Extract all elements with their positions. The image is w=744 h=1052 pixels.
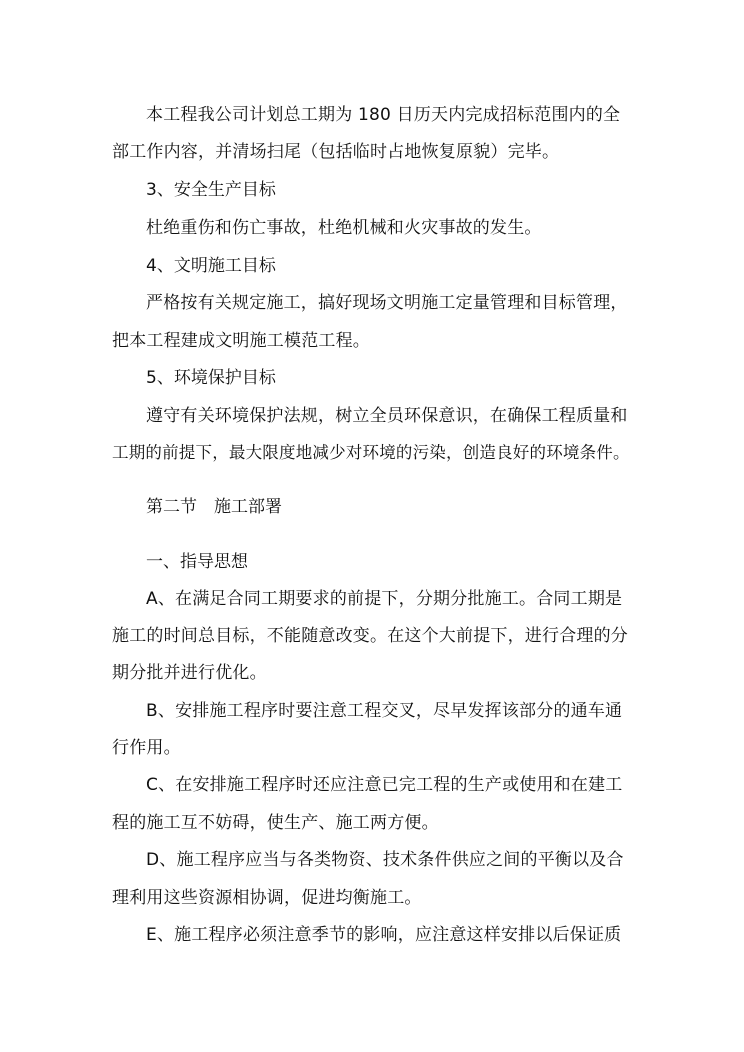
point-d-line-1: D、施工程序应当与各类物资、技术条件供应之间的平衡以及合: [146, 850, 624, 870]
point-c-line-2: 程的施工互不妨碍，使生产、施工两方便。: [112, 813, 439, 833]
item-3-heading: 3、安全生产目标: [146, 180, 276, 200]
point-a-line-1: A、在满足合同工期要求的前提下，分期分批施工。合同工期是: [146, 589, 623, 609]
item-4-line-1: 严格按有关规定施工，搞好现场文明施工定量管理和目标管理，: [146, 293, 628, 313]
item-4-line-2: 把本工程建成文明施工模范工程。: [112, 331, 370, 351]
point-c-line-1: C、在安排施工程序时还应注意已完工程的生产或使用和在建工: [146, 775, 623, 795]
subsection-title: 一、指导思想: [146, 552, 248, 572]
item-5-heading: 5、环境保护目标: [146, 368, 276, 388]
point-b-line-1: B、安排施工程序时要注意工程交叉，尽早发挥该部分的通车通: [146, 701, 623, 721]
item-5-line-2: 工期的前提下，最大限度地减少对环境的污染，创造良好的环境条件。: [112, 443, 630, 462]
paragraph-1-line-1: 本工程我公司计划总工期为 180 日历天内完成招标范围内的全: [146, 105, 621, 125]
item-3-line-1: 杜绝重伤和伤亡事故，杜绝机械和火灾事故的发生。: [146, 218, 542, 238]
item-4-heading: 4、文明施工目标: [146, 256, 276, 276]
item-5-line-1: 遵守有关环境保护法规，树立全员环保意识，在确保工程质量和: [146, 406, 628, 426]
point-d-line-2: 理利用这些资源相协调，促进均衡施工。: [112, 888, 422, 908]
point-a-line-3: 期分批并进行优化。: [112, 663, 267, 683]
point-b-line-2: 行作用。: [112, 738, 181, 758]
paragraph-1-line-2: 部工作内容，并清场扫尾（包括临时占地恢复原貌）完毕。: [112, 142, 560, 162]
point-e-line-1: E、施工程序必须注意季节的影响，应注意这样安排以后保证质: [146, 925, 622, 945]
section-title: 第二节 施工部署: [146, 497, 282, 517]
point-a-line-2: 施工的时间总目标，不能随意改变。在这个大前提下，进行合理的分: [112, 626, 628, 646]
